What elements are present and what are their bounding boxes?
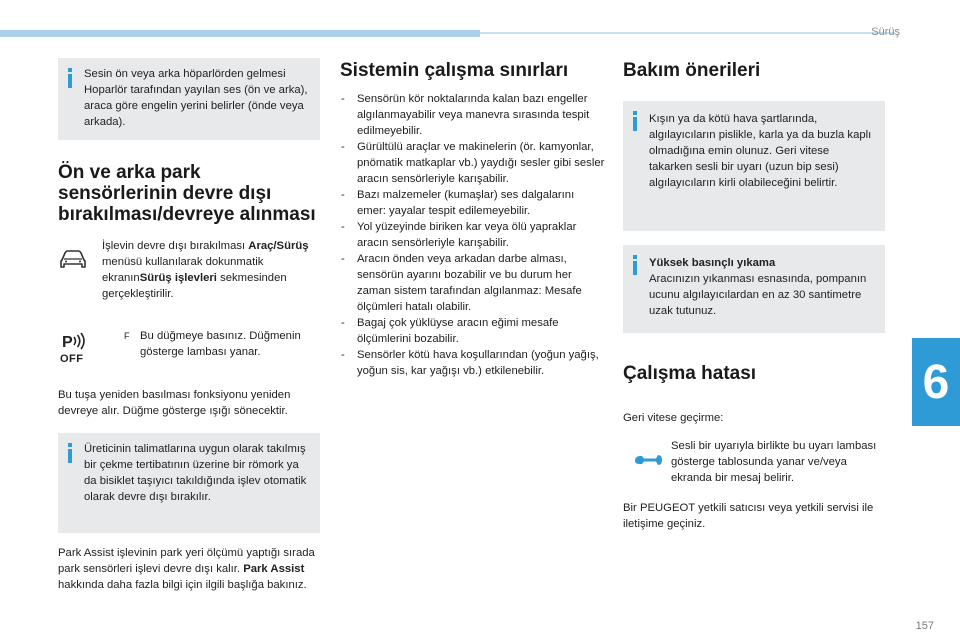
pressure-text: Aracınızın yıkanması esnasında, pompanın ucunu algılayıcılardan en az 30 santimetre uzak tutunuz. bbox=[649, 273, 867, 317]
warning-text: Sesli bir uyarıyla birlikte bu uyarı lambası gösterge tablosunda yanar ve/veya ekranda bir mesaj belirir. bbox=[671, 440, 877, 484]
wrench-icon bbox=[633, 452, 663, 468]
info-trailer-text: Üreticinin talimatlarına uygun olarak takılmış bir çekme tertibatının üzerine bir römork ya da bisiklet taşıyıcı takıldığında işlev otomatik olarak devre dışı bırakılır. bbox=[84, 443, 307, 503]
svg-text:P: P bbox=[62, 334, 73, 350]
press-again-text: Bu tuşa yeniden basılması fonksiyonu yeniden devreye alır. Düğme gösterge ışığı sönecektir. bbox=[58, 389, 291, 417]
info-winter-text: Kışın ya da kötü hava şartlarında, algılayıcıların pislikle, karla ya da buzla kaplı olmadığına emin olunuz. Geri vitese takarken sesli bir uyarı (uzun bip sesi) algılayıcıların kirli olabileceğini belirtir. bbox=[649, 113, 872, 189]
car-icon bbox=[58, 248, 88, 270]
header-thin-line bbox=[480, 32, 895, 34]
park-sensor-off-icon bbox=[58, 332, 90, 350]
column-left bbox=[58, 58, 320, 593]
warning-instruction bbox=[623, 438, 885, 486]
reverse-text: Geri vitese geçirme: bbox=[623, 412, 724, 424]
info-box-pressure-wash bbox=[623, 245, 885, 333]
button-instruction-text: Bu düğmeye basınız. Düğmenin gösterge lambası yanar. bbox=[140, 330, 301, 358]
info-icon bbox=[633, 111, 637, 131]
info-box-speaker bbox=[58, 58, 320, 140]
list-item: - Sensörler kötü hava koşullarından (yoğun yağış, yoğun sis, kar yağışı vb.) etkilenebilir. bbox=[340, 347, 605, 379]
heading-system-limits: Sistemin çalışma sınırları bbox=[340, 60, 569, 81]
info-speaker-text: Sesin ön veya arka höparlörden gelmesi Hoparlör tarafından yayılan ses (ön ve arka), araca göre engelin yerini belirler (önde veya arkada). bbox=[84, 68, 308, 128]
info-box-trailer bbox=[58, 433, 320, 533]
heading-maintenance: Bakım önerileri bbox=[623, 60, 761, 81]
off-label: OFF bbox=[60, 353, 84, 365]
menu-instruction: İşlevin devre dışı bırakılması Araç/Sürüş menüsü kullanılarak dokunmatik ekranınSürüş işlevleri sekmesinden gerçekleştirilir. bbox=[58, 238, 320, 302]
pressure-title: Yüksek basınçlı yıkama bbox=[649, 257, 776, 269]
list-item: - Aracın önden veya arkadan darbe alması, sensörün ayarını bozabilir ve bu durum her zaman sistem tarafından algılanmaz: Mesafe ölçümleri hatalı olabilir. bbox=[340, 251, 605, 315]
limits-list bbox=[340, 91, 605, 379]
header-accent-bar bbox=[0, 30, 480, 37]
chapter-tab: 6 bbox=[912, 338, 960, 426]
list-item: - Bagaj çok yüklüyse aracın eğimi mesafe ölçümlerini bozabilir. bbox=[340, 315, 605, 347]
info-box-winter bbox=[623, 101, 885, 231]
dealer-text: Bir PEUGEOT yetkili satıcısı veya yetkili servisi ile iletişime geçiniz. bbox=[623, 502, 874, 530]
button-instruction bbox=[58, 328, 320, 367]
section-title: Sürüş bbox=[871, 26, 900, 38]
list-item: - Gürültülü araçlar ve makinelerin (ör. kamyonlar, pnömatik matkaplar vb.) yaydığı sesler gibi sesler aracın sensörleriyle karışabilir. bbox=[340, 139, 605, 187]
list-item: - Sensörün kör noktalarında kalan bazı engeller algılanmayabilir veya manevra sırasında tespit edilmeyebilir. bbox=[340, 91, 605, 139]
column-middle bbox=[340, 58, 605, 379]
park-assist-text: Park Assist işlevinin park yeri ölçümü yaptığı sırada park sensörleri işlevi devre dışı kalır. Park Assist hakkında daha fazla bilgi için ilgili başlığa bakınız. bbox=[58, 547, 315, 591]
heading-malfunction: Çalışma hatası bbox=[623, 363, 757, 384]
list-item: - Yol yüzeyinde biriken kar veya ölü yapraklar aracın sensörleriyle karışabilir. bbox=[340, 219, 605, 251]
heading-sensor-toggle: Ön ve arka park sensörlerinin devre dışı bırakılması/devreye alınması bbox=[58, 162, 316, 225]
column-right bbox=[623, 58, 885, 532]
list-item: - Bazı malzemeler (kumaşlar) ses dalgalarını emer: yayalar tespit edilemeyebilir. bbox=[340, 187, 605, 219]
info-icon bbox=[68, 443, 72, 463]
info-icon bbox=[633, 255, 637, 275]
page-number: 157 bbox=[915, 620, 934, 632]
arrow-bullet: F bbox=[124, 331, 130, 341]
info-icon bbox=[68, 68, 72, 88]
